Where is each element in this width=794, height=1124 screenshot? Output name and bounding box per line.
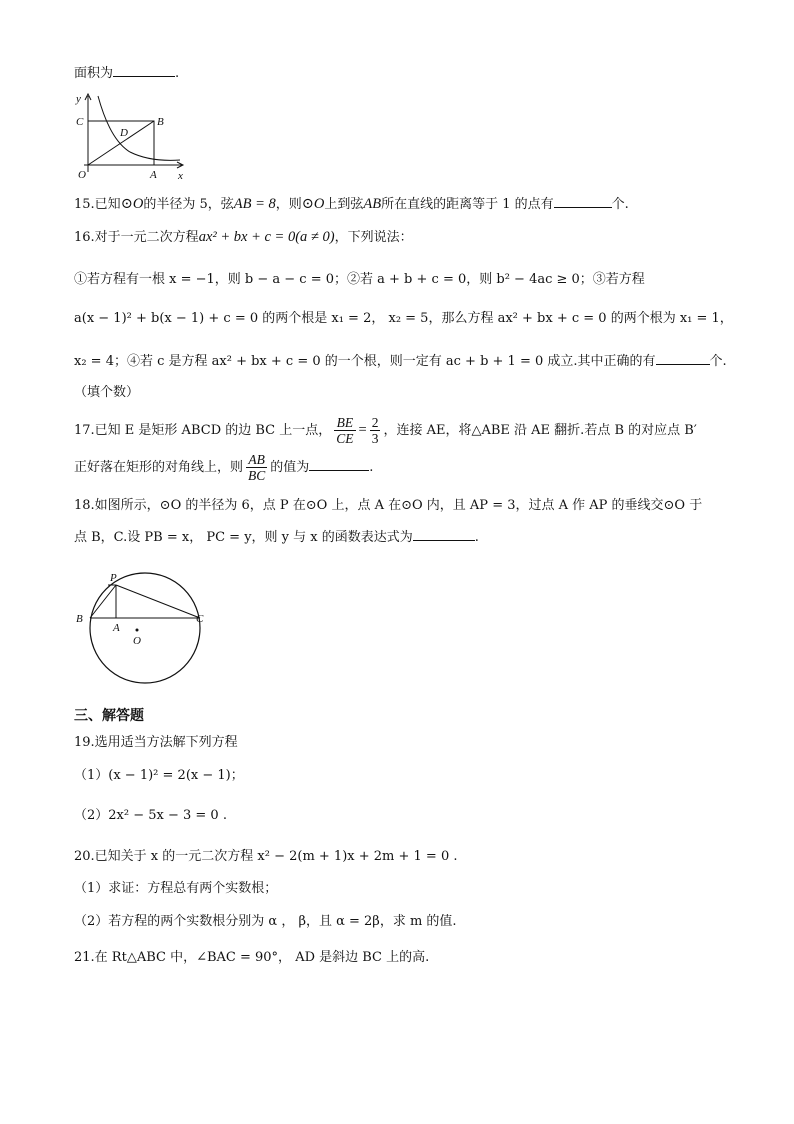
label-A: A <box>113 622 120 634</box>
question-18-line-1: 18.如图所示，⊙O 的半径为 6，点 P 在⊙O 上，点 A 在⊙O 内，且 AP = 3，过点 A 作 AP 的垂线交⊙O 于 <box>74 498 703 513</box>
label-O: O <box>78 169 86 181</box>
fraction-ab-bc: $\frac{AB}{BC}$ <box>248 452 266 483</box>
answer-blank <box>656 352 710 365</box>
fraction-two-thirds: $\frac{2}{3}$ <box>371 415 379 446</box>
question-15: 15.已知⊙O的半径为 5，弦AB = 8，则⊙O上到弦AB所在直线的距离等于 1 的点有 个. <box>74 196 629 212</box>
answer-blank <box>309 458 369 471</box>
label-B: B <box>157 116 164 128</box>
question-16-line-4: x₂ = 4；④若 c 是方程 ax² + bx + c = 0 的一个根，则一定有 ac + b + 1 = 0 成立.其中正确的有 个. <box>74 354 727 369</box>
figure-circle <box>72 568 222 686</box>
question-20-title: 20.已知关于 x 的一元二次方程 x² − 2(m + 1)x + 2m + 1 = 0 . <box>74 849 458 864</box>
section-heading: 三、解答题 <box>74 708 144 724</box>
circle-o-symbol: ⊙O <box>120 196 144 212</box>
label-y: y <box>76 93 81 105</box>
question-16-line-3: a(x − 1)² + b(x − 1) + c = 0 的两个根是 x₁ = 2， x₂ = 5，那么方程 ax² + bx + c = 0 的两个根为 x₁ = 1， <box>74 311 733 326</box>
label-P: P <box>110 572 117 584</box>
question-17-line-1: 17.已知 E 是矩形 ABCD 的边 BC 上一点， $\frac{BE}{CE}$ = $\frac{2}{3}$ ，连接 AE，将△ABE 沿 AE 翻折.若点 B 的对应点 B′ <box>74 415 697 446</box>
label-O: O <box>133 635 141 647</box>
figure-graph-rectangle <box>70 90 188 182</box>
question-19-part-1: （1）(x − 1)² = 2(x − 1)； <box>74 768 244 783</box>
question-18-line-2: 点 B，C.设 PB = x， PC = y，则 y 与 x 的函数表达式为 . <box>74 530 479 545</box>
answer-blank <box>554 195 612 208</box>
q14-tail: 面积为 . <box>74 66 180 81</box>
answer-blank <box>113 64 175 77</box>
label-A: A <box>150 169 157 181</box>
question-19-part-2: （2）2x² − 5x − 3 = 0 . <box>74 808 227 823</box>
label-C: C <box>196 613 204 625</box>
label-x: x <box>178 170 183 182</box>
question-21: 21.在 Rt△ABC 中，∠BAC = 90°， AD 是斜边 BC 上的高. <box>74 950 430 965</box>
question-20-part-1: （1）求证：方程总有两个实数根； <box>74 881 278 896</box>
fraction-be-ce: $\frac{BE}{CE}$ <box>336 415 354 446</box>
question-20-part-2: （2）若方程的两个实数根分别为 α ， β，且 α = 2β，求 m 的值. <box>74 914 457 929</box>
question-16-line-1: 16.对于一元二次方程ax² + bx + c = 0(a ≠ 0)，下列说法： <box>74 229 413 245</box>
question-17-line-2: 正好落在矩形的对角线上，则 $\frac{AB}{BC}$ 的值为 . <box>74 452 374 483</box>
label-B: B <box>76 613 83 625</box>
question-16-line-2: ①若方程有一根 x = −1，则 b − a − c = 0；②若 a + b + c = 0，则 b² − 4ac ≥ 0；③若方程 <box>74 272 645 287</box>
label-C: C <box>76 116 84 128</box>
question-19-title: 19.选用适当方法解下列方程 <box>74 735 238 750</box>
label-D: D <box>120 127 128 139</box>
answer-blank <box>413 528 475 541</box>
question-16-line-5: （填个数） <box>74 385 140 400</box>
